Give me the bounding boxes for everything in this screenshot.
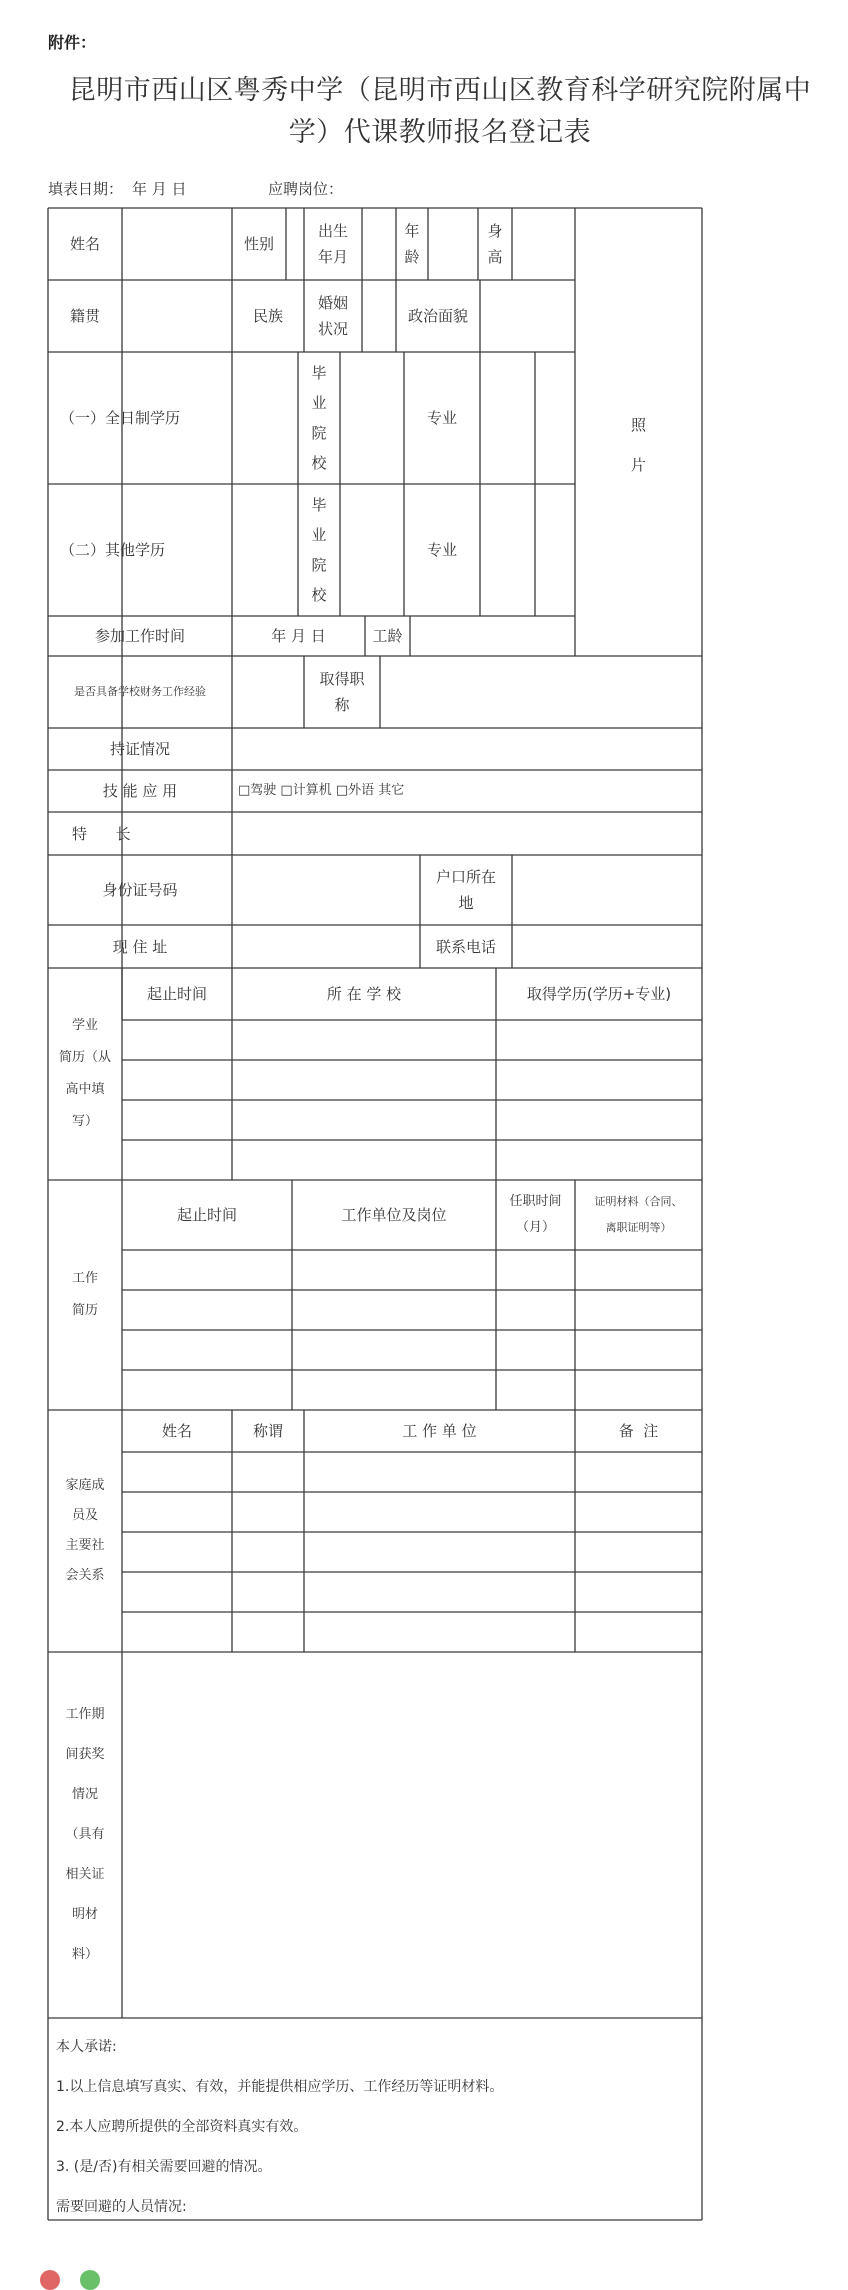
awards-label-line-6: 明材 bbox=[71, 1907, 98, 1922]
study-history-line-3: 高中填 bbox=[65, 1082, 105, 1097]
other-school-char-3: 院 bbox=[311, 556, 327, 574]
fulltime-major-label: 专业 bbox=[426, 409, 457, 427]
age-label-line-2: 龄 bbox=[404, 248, 420, 266]
certificates-label: 持证情况 bbox=[109, 740, 170, 758]
address-label: 现 住 址 bbox=[112, 937, 168, 956]
other-major-label: 专业 bbox=[426, 541, 457, 559]
hukou-label-line-1: 户口所在 bbox=[435, 868, 496, 886]
marital-label-line-2: 状况 bbox=[317, 320, 348, 338]
study-degree-header: 取得学历(学历+专业) bbox=[526, 985, 672, 1003]
tenure-header-line-1: 任职时间 bbox=[509, 1194, 562, 1209]
photo-label-line-2: 片 bbox=[630, 456, 646, 474]
family-label bbox=[48, 1410, 122, 1652]
family-label-line-2: 员及 bbox=[71, 1508, 98, 1523]
marital-label-line-1: 婚姻 bbox=[317, 294, 348, 312]
attachment-label: 附件： bbox=[48, 33, 97, 52]
proof-header-line-2: 离职证明等） bbox=[605, 1221, 672, 1234]
tenure-header bbox=[496, 1180, 575, 1250]
family-label-line-1: 家庭成 bbox=[65, 1478, 105, 1493]
title-obtained-line-2: 称 bbox=[334, 696, 350, 714]
id-number-label: 身份证号码 bbox=[102, 881, 178, 899]
height-label-line-1: 身 bbox=[487, 222, 503, 240]
phone-label: 联系电话 bbox=[435, 937, 496, 956]
fulltime-school-char-4: 校 bbox=[311, 454, 327, 472]
other-school-char-4: 校 bbox=[311, 586, 327, 604]
proof-header-line-1: 证明材料（合同、 bbox=[594, 1195, 683, 1208]
pledge-line-4: 需要回避的人员情况: bbox=[56, 2199, 187, 2215]
pledge-title: 本人承诺: bbox=[56, 2039, 117, 2055]
red-dot-icon bbox=[40, 2270, 60, 2290]
other-education-label: （二）其他学历 bbox=[60, 541, 166, 559]
study-history-line-4: 写） bbox=[71, 1114, 98, 1129]
work-start-label: 参加工作时间 bbox=[94, 627, 185, 645]
specialty-label: 特 长 bbox=[72, 824, 131, 843]
fulltime-school-char-2: 业 bbox=[311, 394, 327, 412]
skills-label: 技 能 应 用 bbox=[102, 782, 178, 800]
age-label-line-1: 年 bbox=[404, 222, 420, 240]
work-history-line-2: 简历 bbox=[71, 1303, 98, 1318]
proof-header bbox=[575, 1180, 702, 1250]
awards-label bbox=[48, 1652, 122, 2018]
other-school-char-2: 业 bbox=[311, 526, 327, 544]
awards-label-line-1: 工作期 bbox=[65, 1707, 105, 1722]
title-obtained-label bbox=[304, 656, 380, 728]
form-title-line-2: 学）代课教师报名登记表 bbox=[288, 117, 592, 148]
family-label-line-4: 会关系 bbox=[65, 1568, 105, 1583]
study-history-line-2: 简历（从 bbox=[58, 1050, 111, 1065]
study-school-header: 所 在 学 校 bbox=[326, 985, 402, 1003]
study-history-line-1: 学业 bbox=[71, 1018, 98, 1033]
fulltime-school-char-3: 院 bbox=[311, 424, 327, 442]
photo-placeholder bbox=[575, 390, 702, 500]
work-history-line-1: 工作 bbox=[71, 1271, 98, 1286]
birth-label-line-1: 出生 bbox=[317, 222, 348, 240]
study-history-label bbox=[48, 968, 122, 1180]
tenure-header-line-2: （月） bbox=[515, 1220, 555, 1235]
awards-label-line-5: 相关证 bbox=[65, 1867, 105, 1882]
gender-label: 性别 bbox=[243, 235, 274, 253]
study-period-header: 起止时间 bbox=[146, 985, 207, 1003]
awards-label-line-2: 间获奖 bbox=[65, 1747, 105, 1762]
age-label bbox=[396, 208, 428, 280]
height-label bbox=[478, 208, 512, 280]
birth-label bbox=[304, 208, 362, 280]
marital-label bbox=[304, 280, 362, 352]
awards-label-line-3: 情况 bbox=[71, 1787, 98, 1802]
other-school-label bbox=[298, 484, 340, 616]
fill-date-label: 填表日期： bbox=[48, 180, 124, 198]
photo-label-line-1: 照 bbox=[630, 416, 646, 434]
other-school-char-1: 毕 bbox=[311, 496, 327, 514]
family-remarks-header: 备 注 bbox=[618, 1422, 659, 1440]
green-dot-icon bbox=[80, 2270, 100, 2290]
pledge-line-2: 2.本人应聘所提供的全部资料真实有效。 bbox=[56, 2119, 308, 2135]
hukou-label bbox=[420, 855, 512, 925]
family-name-header: 姓名 bbox=[161, 1422, 192, 1440]
work-period-header: 起止时间 bbox=[176, 1206, 237, 1224]
work-unit-header: 工作单位及岗位 bbox=[341, 1206, 447, 1224]
ethnicity-label: 民族 bbox=[252, 307, 283, 325]
height-label-line-2: 高 bbox=[487, 248, 503, 266]
name-label: 姓名 bbox=[69, 235, 100, 253]
position-label: 应聘岗位： bbox=[268, 180, 344, 198]
skill-options: □驾驶 □计算机 □外语 其它 bbox=[238, 783, 405, 798]
family-relation-header: 称谓 bbox=[252, 1422, 283, 1440]
awards-label-line-7: 料） bbox=[71, 1947, 98, 1962]
hukou-label-line-2: 地 bbox=[458, 894, 474, 912]
finance-experience-label: 是否具备学校财务工作经验 bbox=[74, 685, 206, 698]
awards-label-line-4: （具有 bbox=[65, 1827, 105, 1842]
family-unit-header: 工 作 单 位 bbox=[402, 1422, 477, 1440]
fulltime-school-char-1: 毕 bbox=[311, 364, 327, 382]
fulltime-school-label bbox=[298, 352, 340, 484]
fulltime-education-label: （一）全日制学历 bbox=[60, 409, 181, 427]
birth-label-line-2: 年月 bbox=[317, 248, 348, 266]
native-place-label: 籍贯 bbox=[69, 307, 100, 325]
fill-date-value: 年 月 日 bbox=[132, 180, 187, 198]
form-title-line-1: 昆明市西山区粤秀中学（昆明市西山区教育科学研究院附属中 bbox=[68, 75, 812, 106]
work-start-value: 年 月 日 bbox=[271, 627, 326, 645]
pledge-line-1: 1.以上信息填写真实、有效，并能提供相应学历、工作经历等证明材料。 bbox=[56, 2079, 504, 2095]
work-history-label bbox=[48, 1180, 122, 1410]
family-label-line-3: 主要社 bbox=[65, 1538, 105, 1553]
title-obtained-line-1: 取得职 bbox=[319, 670, 365, 688]
seniority-label: 工龄 bbox=[372, 627, 403, 645]
pledge-line-3: 3. (是/否)有相关需要回避的情况。 bbox=[56, 2159, 272, 2175]
political-label: 政治面貌 bbox=[407, 307, 468, 325]
